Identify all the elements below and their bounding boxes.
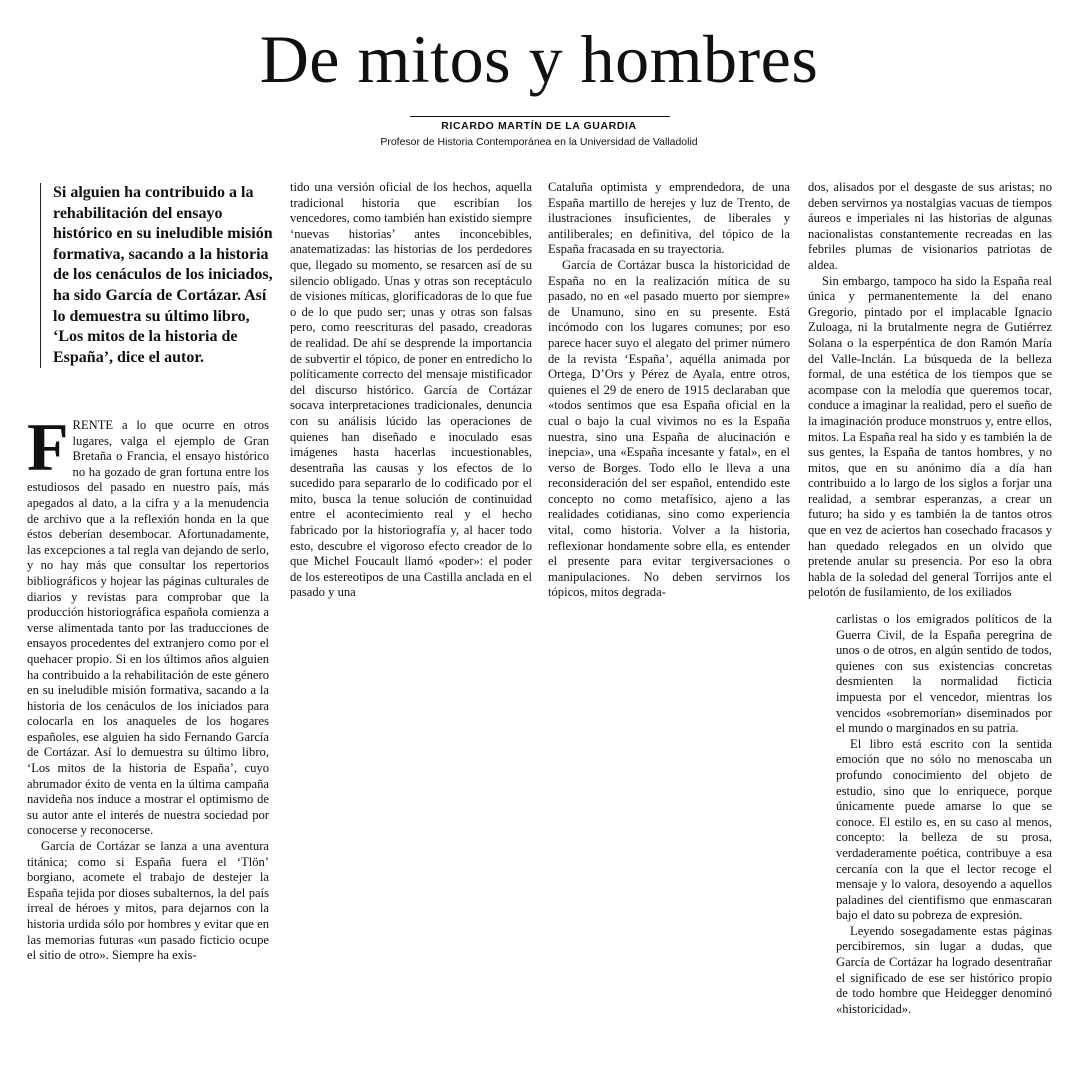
body-paragraph: El libro está escrito con la sentida emoción que no sólo no menoscaba un profundo conocimiento del objeto de estudio, sino que lo enriquece, porque únicamente puede amarse lo que se conoce. El estilo es, en su caso al menos, concepto: la belleza de su prosa, verdaderamente poética, contribuye a esa cercanía con la que el lector recoge el mensaje y lo valora, desoyendo a aquellos paladines del cientifismo que enmascaran bajo el dato su pobreza de expresión. <box>836 736 1052 923</box>
article-column-4 <box>808 180 1052 610</box>
body-paragraph: tido una versión oficial de los hechos, aquella tradicional historia que escribían los vencedores, como también han existido siempre ‘nuevas historias’ antes inconcebibles, anatematizadas: las historias de los perdedores que, llegado su momento, se resarcen así de su silencio obligado. Unas y otras son receptáculo de visiones míticas, glorificadoras de lo que fue o de lo que pudo ser; unas y otras son falsas pero, como reescrituras del pasado, creadoras de realidad. De ahí se desprende la importancia de subvertir el tópico, de poner en entredicho lo políticamente correcto del mensaje mistificador del discurso histórico. García de Cortázar socava interpretaciones tradicionales, denuncia con su análisis lúcido las operaciones de quienes han diseñado e inoculado esas imágenes hasta hacerlas incuestionables, desentraña las causas y los efectos de lo sucedido para separarlo de lo codificado por el mito, busca la tenue solución de continuidad entre el acontecimiento real y el hecho fabricado por la historiografía y, al hacer todo esto, descubre el vigoroso efecto creador de lo que Michel Foucault llamó «poder»: el poder de los estereotipos de una Castilla anclada en el pasado y una <box>290 180 532 600</box>
article-column-2 <box>290 180 532 620</box>
body-paragraph: Leyendo sosegadamente estas páginas percibiremos, sin lugar a dudas, que García de Cortázar ha logrado desentrañar el significado de ese ser histórico propio de todo hombre que Heidegger denominó «historicidad». <box>836 923 1052 1016</box>
lead-paragraph: Si alguien ha contribuido a la rehabilitación del ensayo histórico en su ineludible misión formativa, sacando a la historia de los cenáculos de los iniciados, ha sido García de Cortázar. Así lo demuestra su último libro, ‘Los mitos de la historia de España’, dice el autor. <box>40 183 278 368</box>
body-paragraph <box>27 418 269 839</box>
title-divider <box>410 116 670 117</box>
author-affiliation: Profesor de Historia Contemporánea en la Universidad de Valladolid <box>380 136 698 148</box>
body-paragraph: García de Cortázar busca la historicidad de España no en la realización mítica de su pasado, no en «el pasado muerto por siempre» de Unamuno, sino en su presente. Está incómodo con los lugares comunes; por eso parece hacer suyo el alegato del primer número de la revista ‘España’, aquélla animada por Ortega, D’Ors y Pérez de Ayala, entre otros, quienes el 29 de enero de 1915 declaraban que «todos sentimos que esa España oficial en la cual o bajo la cual vivimos no es la España nuestra, sino una España de alucinación e inepcia», una «España incesante y fatal», en el verso de Borges. Todo ello le lleva a una reconsideración del ser español, entendido este concepto no como metafísico, ajeno a las realidades cotidianas, sino como experiencia vital, como historia. Volver a la historia, reflexionar hondamente sobre ella, es entender el presente para evitar tergiversaciones o manipulaciones. No deben servirnos los tópicos, mitos degrada- <box>548 257 790 600</box>
body-paragraph: Sin embargo, tampoco ha sido la España real única y permanentemente la del enano Gregorio, pintado por el implacable Ignacio Zuloaga, ni la brutalmente negra de Gutiérrez Solana o la esperpéntica de don Ramón María del Valle-Inclán. La búsqueda de la belleza formal, de una estética de los tiempos que se acompase con la melodía que queremos tocar, conduce a imaginar la realidad, pero el sueño de la imaginación produce monstruos y, entre ellos, mitos. La España real ha sido y es también la de sus gentes, la España de tantos hombres, y no mitos, que en su anónimo día a día han contribuido a lo largo de los siglos a forjar una realidad, a sembrar esperanzas, a crear un futuro; ha sido y es también la de tantos otros que en vez de aciertos han cosechado fracasos y han quedado relegados en un olvido que pretende anular su presencia. Por eso la obra habla de la soledad del general Torrijos ante el pelotón de fusilamiento, de los exiliados <box>808 273 1052 600</box>
body-paragraph: García de Cortázar se lanza a una aventura titánica; como si España fuera el ‘Tlön’ borgiano, acomete el trabajo de destejer la España tejida por dioses subalternos, la del país irreal de héroes y mitos, para dejarnos con la historia urdida sólo por hombres y evitar que en las memorias futuras «un pasado ficticio ocupe el sitio de otro». Siempre ha exis- <box>27 839 269 963</box>
body-paragraph: carlistas o los emigrados políticos de la Guerra Civil, de la España peregrina de unos o de otros, en algún sentido de todos, quienes con sus existencias concretas desmienten la normalidad ficticia impuesta por el vencedor, mientras los vencidos «sobremorían» diseminados por el mundo o marginados en su patria. <box>836 612 1052 736</box>
article-column-5 <box>836 612 1052 1052</box>
article-column-1 <box>27 418 269 1048</box>
body-paragraph: Cataluña optimista y emprendedora, de una España martillo de herejes y luz de Trento, de ilustraciones insuficientes, de liberales y antiliberales; en definitiva, del tópico de la España fracasada en su trayectoria. <box>548 180 790 257</box>
body-paragraph: dos, alisados por el desgaste de sus aristas; no deben servirnos ya nostalgias vacuas de tiempos áureos e imperiales ni las historias de algunas nacionalistas constantemente recreadas en las febriles plumas de visionarios patriotas de aldea. <box>808 180 1052 272</box>
article-title: De mitos y hombres <box>259 21 819 97</box>
article-column-3 <box>548 180 790 620</box>
body-text: RENTE a lo que ocurre en otros lugares, valga el ejemplo de Gran Bretaña o Francia, el ensayo histórico no ha gozado de gran fortuna entre los estudiosos del pasado en nuestro país, más apegados al dato, a la cifra y a la menudencia de archivo que a la reflexión honda en la que éstos deberían desembocar. Afortunadamente, las excepciones a tal regla van dejando de serlo, y no hay más que consultar los repertorios bibliográficos y hojear las páginas culturales de diarios y revistas para comprobar que la producción historiográfica española comienza a verse alimentada tanto por las traducciones de ensayos procedentes del extranjero como por el quehacer propio. Si en los últimos años alguien ha contribuido a la rehabilitación de este género en su ineludible misión formativa, sacando a la historia de los cenáculos de los iniciados para colocarla en los anaqueles de los hogares españoles, ese alguien ha sido Fernando García de Cortázar. Así lo demuestra su último libro, ‘Los mitos de la historia de España’, cuyo abrumador éxito de venta en la última campaña navideña nos induce a mostrar el optimismo de su autor ante el interés de nuestra sociedad por conocerse y reconocerse. <box>27 418 269 838</box>
author-name: RICARDO MARTÍN DE LA GUARDIA <box>441 120 637 132</box>
drop-cap: F <box>27 418 69 485</box>
